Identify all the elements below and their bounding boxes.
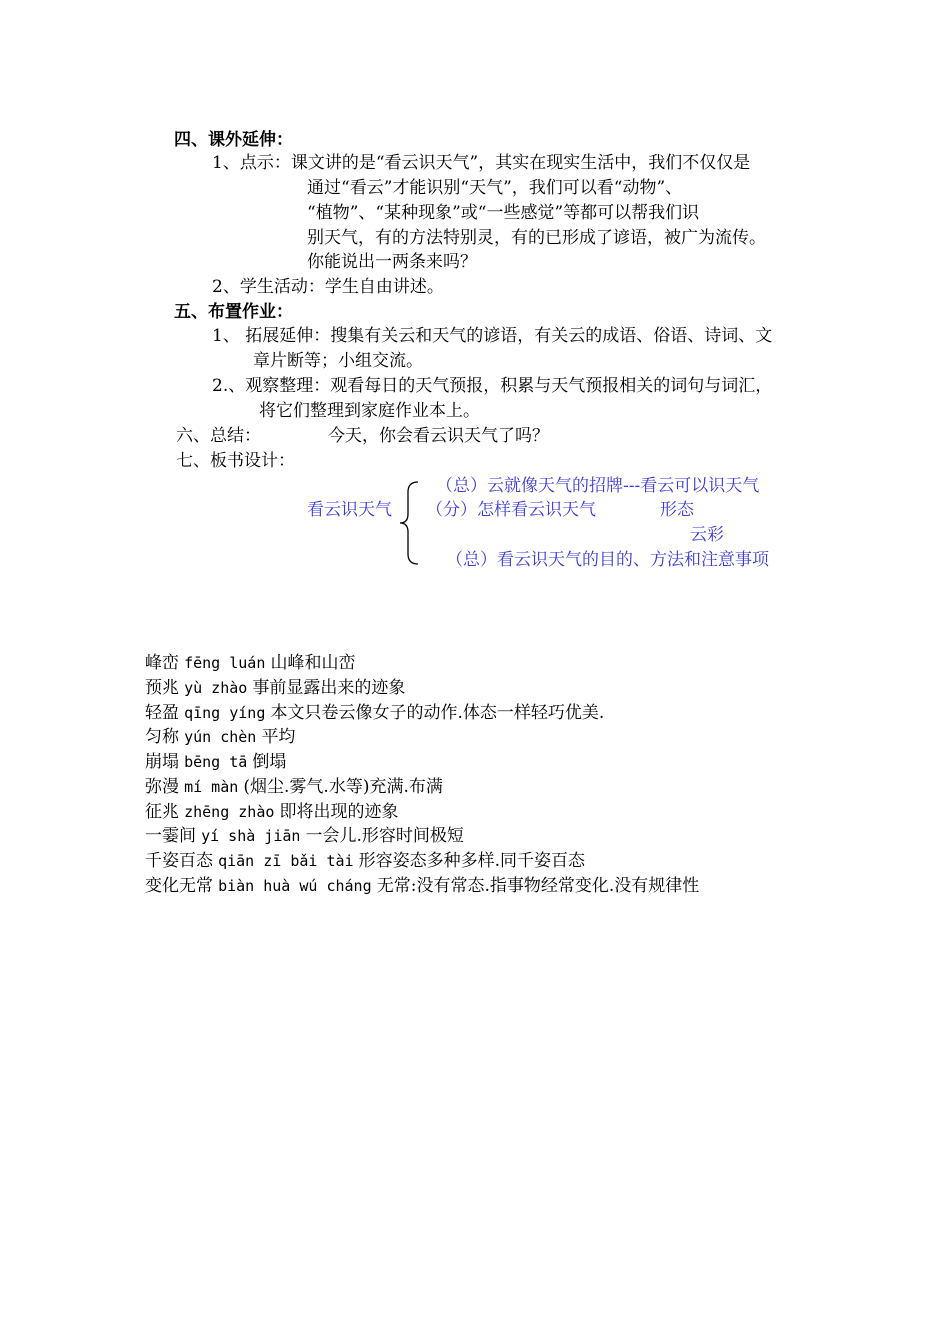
section7-label: 七、板书设计： <box>176 451 295 471</box>
board-line2-sub-form: 形态 <box>660 500 694 520</box>
board-line2-sub-color: 云彩 <box>690 525 724 545</box>
section5-item2-line: 2.、观察整理：观看每日的天气预报，积累与天气预报相关的词句与词汇， <box>212 376 773 396</box>
vocab-item <box>145 821 464 846</box>
vocab-word: 征兆 <box>145 802 179 822</box>
vocab-word: 变化无常 <box>145 876 213 896</box>
vocab-meaning: 形容姿态多种多样.同千姿百态 <box>358 851 586 871</box>
vocab-item <box>145 673 405 698</box>
section4-item1-line: 通过“看云”才能识别“天气”，我们可以看“动物”、 <box>307 178 683 198</box>
vocab-meaning: 倒塌 <box>252 752 287 772</box>
vocab-pinyin: mí màn <box>184 778 239 796</box>
vocab-meaning: 山峰和山峦 <box>270 653 356 673</box>
section4-heading: 四、课外延伸： <box>174 130 293 150</box>
vocab-meaning: 平均 <box>261 727 296 747</box>
vocab-word: 轻盈 <box>145 703 179 723</box>
vocab-meaning: 本文只卷云像女子的动作.体态一样轻巧优美. <box>270 703 605 723</box>
vocab-item <box>145 871 699 896</box>
vocab-meaning: 一会儿.形容时间极短 <box>305 826 464 846</box>
vocab-word: 峰峦 <box>145 653 179 673</box>
section4-item1-line: 1、点示：课文讲的是“看云识天气”，其实在现实生活中，我们不仅仅是 <box>212 153 751 173</box>
section4-item2: 2、学生活动：学生自由讲述。 <box>212 277 444 297</box>
vocab-pinyin: yún chèn <box>184 728 257 746</box>
vocab-pinyin: qiān zī bǎi tài <box>218 852 354 870</box>
vocab-pinyin: biàn huà wú cháng <box>218 877 372 895</box>
vocab-item <box>145 772 443 797</box>
vocab-meaning: 即将出现的迹象 <box>279 802 399 822</box>
section5-item1-line: 1、 拓展延伸：搜集有关云和天气的谚语，有关云的成语、俗语、诗词、文 <box>212 326 773 346</box>
vocab-item <box>145 797 399 822</box>
vocab-pinyin: zhēng zhào <box>184 803 275 821</box>
vocab-pinyin: bēng tā <box>184 753 248 771</box>
vocab-meaning: 事前显露出来的迹象 <box>252 678 406 698</box>
vocab-pinyin: fēng luán <box>184 654 266 672</box>
section5-heading: 五、布置作业： <box>174 302 293 322</box>
vocab-pinyin: yí shà jiān <box>201 827 301 845</box>
section4-item1-line: 别天气，有的方法特别灵，有的已形成了谚语，被广为流传。 <box>307 228 766 248</box>
section4-item1-line: 你能说出一两条来吗？ <box>307 252 477 272</box>
section6-label: 六、总结： <box>176 426 261 446</box>
section4-item1-line: “植物”、“某种现象”或“一些感觉”等都可以帮我们识 <box>307 203 700 223</box>
vocab-pinyin: yù zhào <box>184 679 248 697</box>
section5-item2-line: 将它们整理到家庭作业本上。 <box>259 401 480 421</box>
board-root: 看云识天气 <box>307 500 392 520</box>
vocab-meaning: 无常:没有常态.指事物经常变化.没有规律性 <box>376 876 700 896</box>
board-line2: （分）怎样看云识天气 <box>426 500 596 520</box>
curly-brace-icon <box>398 480 420 566</box>
board-line1: （总）云就像天气的招牌---看云可以识天气 <box>436 476 760 496</box>
vocab-item <box>145 846 585 871</box>
section5-item1-line: 章片断等；小组交流。 <box>253 351 423 371</box>
vocab-pinyin: qīng yíng <box>184 704 266 722</box>
vocab-word: 崩塌 <box>145 752 179 772</box>
vocab-word: 一霎间 <box>145 826 196 846</box>
vocab-item <box>145 747 286 772</box>
vocab-meaning: (烟尘.雾气.水等)充满.布满 <box>243 777 443 797</box>
vocab-item <box>145 648 355 673</box>
vocab-word: 匀称 <box>145 727 179 747</box>
vocab-word: 千姿百态 <box>145 851 213 871</box>
vocab-word: 弥漫 <box>145 777 179 797</box>
vocab-item <box>145 722 295 747</box>
board-line3: （总）看云识天气的目的、方法和注意事项 <box>446 550 769 570</box>
section6-text: 今天，你会看云识天气了吗？ <box>328 426 549 446</box>
vocab-item <box>145 698 604 723</box>
vocab-word: 预兆 <box>145 678 179 698</box>
